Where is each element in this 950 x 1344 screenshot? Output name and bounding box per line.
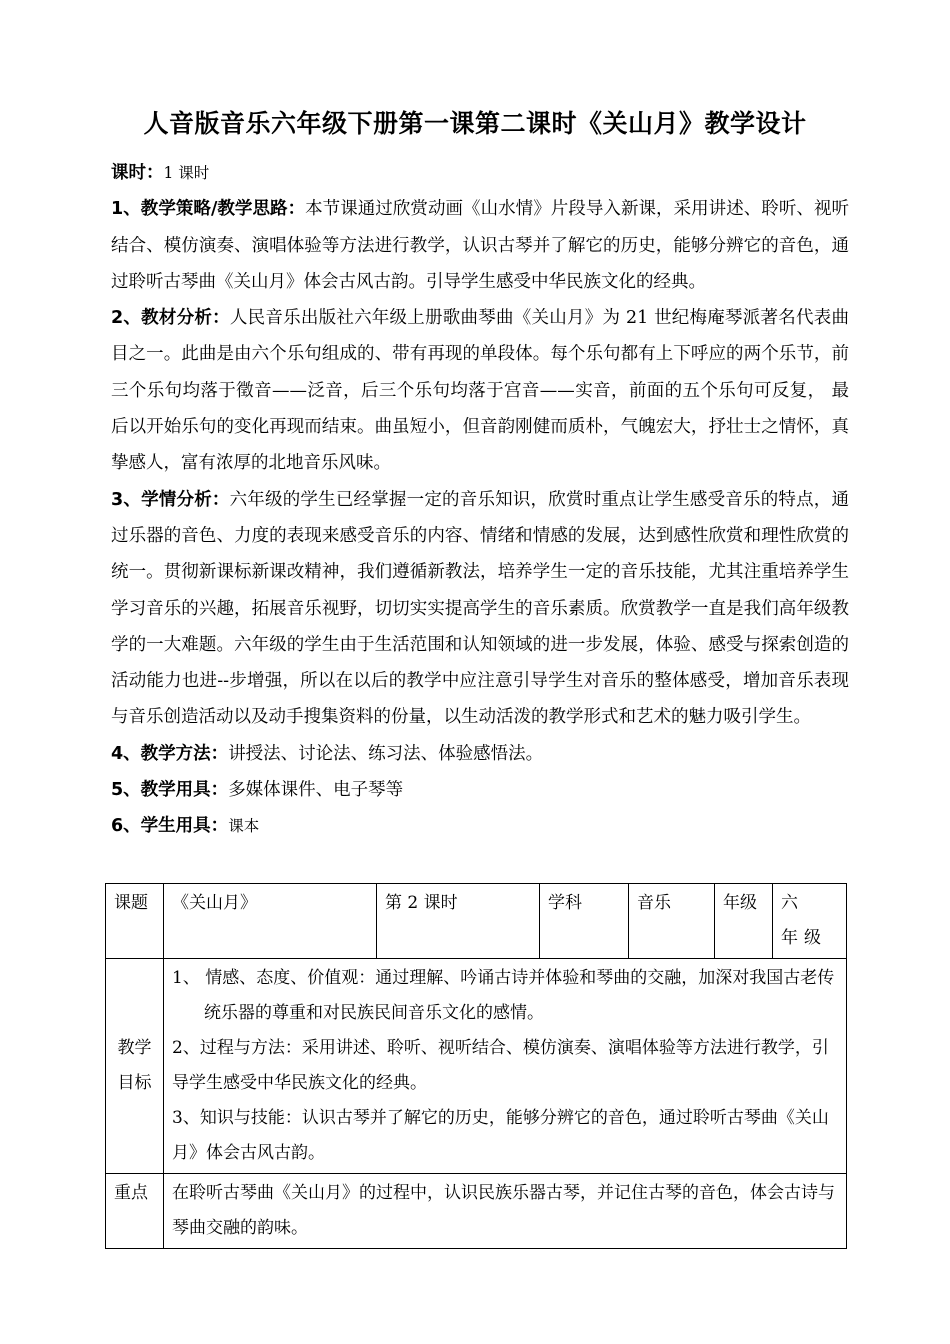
section-text: 人民音乐出版社六年级上册歌曲琴曲《关山月》为 21 世纪梅庵琴派著名代表曲目之一。此曲是由六个乐句组成的、带有再现的单段体。每个乐句都有上下呼应的两个乐节，前三个乐句均落于徵音——泛音，后三个乐句均落于宫音——实音，前面的五个乐句可反复， 最后以开始乐句的变化再现而结束。曲虽短小，但音韵刚健而质朴，气魄宏大，抒壮士之情怀，真挚感人，富有浓厚的北地音乐风味。 xyxy=(111,308,849,474)
objective-item: 3、知识与技能：认识古琴并了解它的历史，能够分辨它的音色，通过聆听古琴曲《关山月》体会古风古韵。 xyxy=(172,1108,829,1163)
key-point-label-cell: 重点 xyxy=(106,1174,164,1249)
section-label: 4、教学方法： xyxy=(111,743,229,764)
section-strategy xyxy=(111,191,849,300)
table-row-key-point xyxy=(106,1174,847,1249)
table-row-header xyxy=(106,884,847,959)
key-point-content-cell: 在聆听古琴曲《关山月》的过程中，认识民族乐器古琴，并记住古琴的音色，体会古诗与琴曲交融的韵味。 xyxy=(164,1174,847,1249)
objectives-content-cell xyxy=(164,959,847,1174)
section-text: 六年级的学生已经掌握一定的音乐知识，欣赏时重点让学生感受音乐的特点，通过乐器的音色、力度的表现来感受音乐的内容、情绪和情感的发展，达到感性欣赏和理性欣赏的统一。贯彻新课标新课改精神，我们遵循新教法，培养学生一定的音乐技能，尤其注重培养学生学习音乐的兴趣，拓展音乐视野，切切实实提高学生的音乐素质。欣赏教学一直是我们高年级教学的一大难题。六年级的学生由于生活范围和认知领域的进一步发展，体验、感受与探索创造的活动能力也进--步增强，所以在以后的教学中应注意引导学生对音乐的整体感受，增加音乐表现与音乐创造活动以及动手搜集资料的份量，以生动活泼的教学形式和艺术的魅力吸引学生。 xyxy=(111,489,849,728)
document-title: 人音版音乐六年级下册第一课第二课时《关山月》教学设计 xyxy=(143,109,807,138)
subject-label-cell: 学科 xyxy=(540,884,629,959)
section-text: 本节课通过欣赏动画《山水情》片段导入新课，采用讲述、聆听、视听结合、模仿演奏、演唱体验等方法进行教学，认识古琴并了解它的历史，能够分辨它的音色，通过聆听古琴曲《关山月》体会古风古韵。引导学生感受中华民族文化的经典。 xyxy=(111,199,849,292)
section-label: 2、教材分析： xyxy=(111,308,230,329)
section-teaching-method xyxy=(111,736,849,772)
table-row-objectives xyxy=(106,959,847,1174)
objective-item: 1、 情感、态度、价值观：通过理解、吟诵古诗并体验和琴曲的交融，加深对我国古老传统乐器的尊重和对民族民间音乐文化的感情。 xyxy=(172,968,835,1023)
section-teaching-tools xyxy=(111,772,849,808)
lesson-plan-table xyxy=(105,883,847,1249)
subject-value-cell: 音乐 xyxy=(629,884,715,959)
section-label: 6、学生用具： xyxy=(111,816,229,837)
document-body xyxy=(111,155,849,845)
section-student-tools xyxy=(111,808,849,844)
grade-value-cell: 六 年级 xyxy=(773,884,847,959)
topic-label-cell: 课题 xyxy=(106,884,164,959)
objective-item: 2、过程与方法：采用讲述、聆听、视听结合、模仿演奏、演唱体验等方法进行教学，引导学生感受中华民族文化的经典。 xyxy=(172,1038,829,1093)
lesson-hours-value: 1 课时 xyxy=(163,164,210,182)
section-text: 课本 xyxy=(228,817,260,836)
section-material-analysis xyxy=(111,300,849,481)
section-label: 3、学情分析： xyxy=(111,489,230,510)
period-cell: 第 2 课时 xyxy=(377,884,540,959)
lesson-hours-label: 课时： xyxy=(111,163,164,183)
section-label: 1、教学策略/教学思路： xyxy=(111,199,306,220)
grade-label-cell: 年级 xyxy=(715,884,773,959)
section-student-analysis xyxy=(111,482,849,736)
section-label: 5、教学用具： xyxy=(111,780,229,801)
topic-value-cell: 《关山月》 xyxy=(164,884,377,959)
objectives-label-cell: 教学目标 xyxy=(106,959,164,1174)
section-text: 讲授法、讨论法、练习法、体验感悟法。 xyxy=(228,743,544,764)
section-text: 多媒体课件、电子琴等 xyxy=(228,780,404,801)
lesson-hours-line xyxy=(111,155,849,191)
